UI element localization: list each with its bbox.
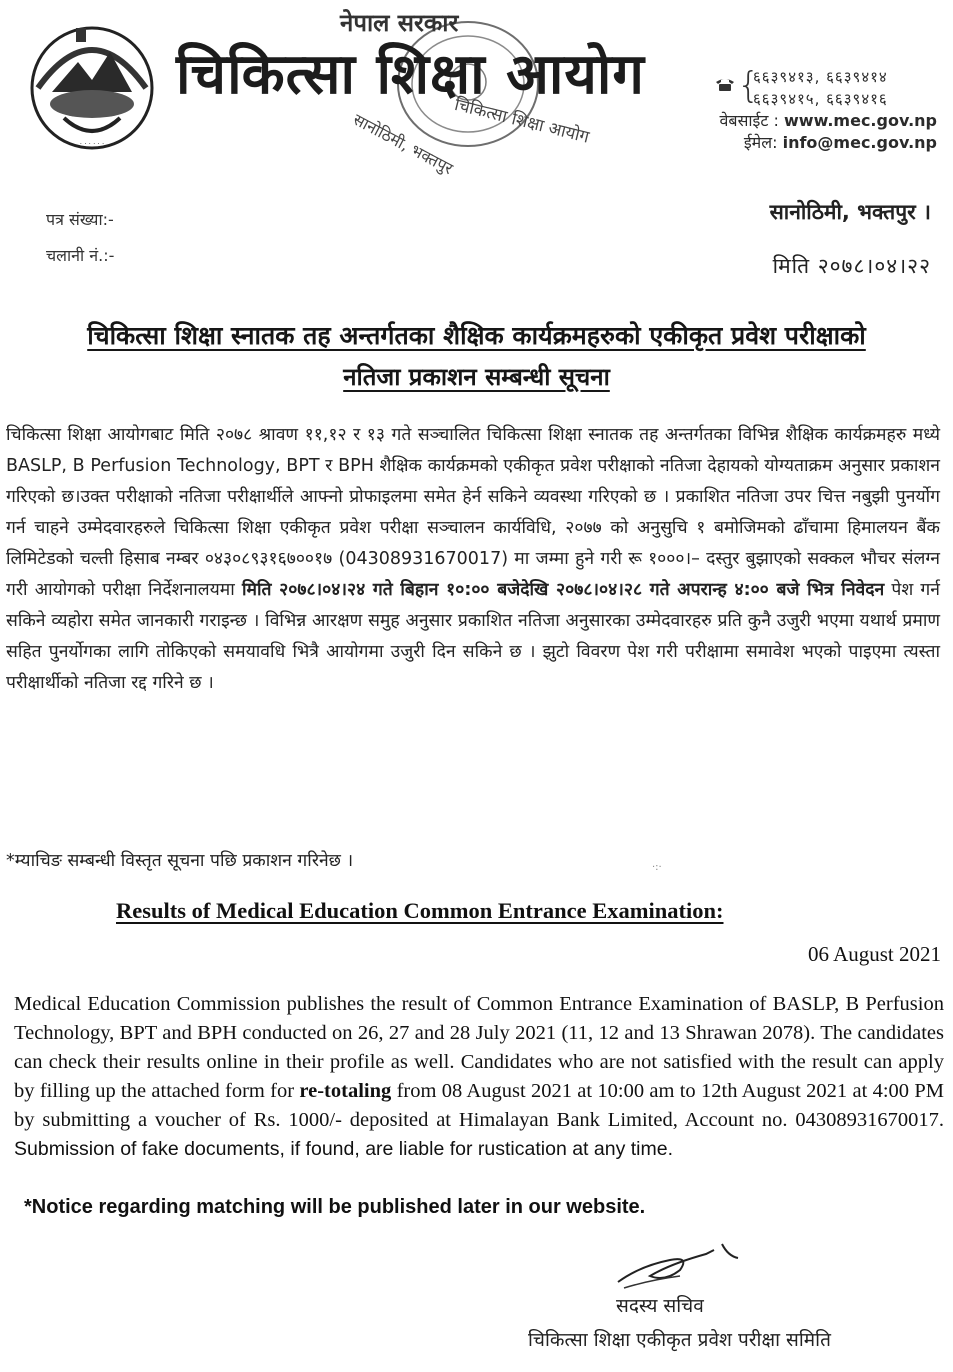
issuing-place: सानोठिमी, भक्तपुर ।	[769, 200, 931, 224]
notice-subject-line-1: चिकित्सा शिक्षा स्नातक तह अन्तर्गतका शैक्षिक कार्यक्रमहरुको एकीकृत प्रवेश परीक्षाको	[87, 321, 866, 350]
english-matching-note: *Notice regarding matching will be published later in our website.	[24, 1196, 646, 1218]
website-label: वेबसाईट :	[719, 111, 779, 130]
dispatch-number-label: चलानी नं.:-	[46, 246, 115, 265]
scan-mark: ·:·	[652, 862, 662, 873]
stamp-text-commission: चिकित्सा शिक्षा आयोग	[452, 94, 592, 148]
contact-block	[707, 66, 937, 154]
stamp-text-location: सानोठिमी, भक्तपुर	[350, 109, 457, 179]
issue-date: मिति २०७८।०४।२२	[772, 254, 931, 278]
phone-line-2: ६६३९४१५, ६६३९४१६	[753, 90, 888, 108]
website-link[interactable]: www.mec.gov.np	[784, 111, 937, 130]
signatory-title: सदस्य सचिव	[616, 1295, 704, 1317]
notice-subject-line-2: नतिजा प्रकाशन सम्बन्धी सूचना	[343, 363, 610, 391]
nepali-body-deadline: मिति २०७८।०४।२४ गते बिहान १०:०० बजेदेखि २०७८।०४।२८ गते अपरान्ह ४:०० बजे भित्र निवेदन	[241, 580, 885, 600]
reference-numbers	[46, 202, 114, 274]
commission-title: चिकित्सा शिक्षा आयोग	[176, 42, 645, 107]
nepali-matching-note: *म्याचिङ सम्बन्धी विस्तृत सूचना पछि प्रकाशन गरिनेछ ।	[6, 851, 354, 871]
signatory-organization: चिकित्सा शिक्षा एकीकृत प्रवेश परीक्षा समिति	[528, 1329, 831, 1351]
government-emblem-logo	[18, 22, 166, 152]
email-link[interactable]: info@mec.gov.np	[782, 133, 937, 152]
english-notice-date: 06 August 2021	[807, 942, 941, 966]
svg-text:· · · · · ·: · · · · · ·	[79, 140, 105, 148]
english-notice-body	[14, 990, 944, 1164]
english-notice-title: Results of Medical Education Common Entrance Examination:	[116, 898, 724, 923]
website-line	[707, 110, 937, 132]
nepali-notice-body	[6, 420, 940, 699]
phone-numbers	[753, 66, 888, 110]
email-line	[707, 132, 937, 154]
english-body-part-a: Medical Education Commission publishes the result of Common Entrance Examination of BASLP, B Perfusion Technology, BPT and BPH conducted on 26, 27 and 28 July 2021 (11, 12 and 13 Shrawan 2078). The candidates can check their results online in their profile as well. Candidates who are not satisfied with the result can apply by filling up the attached form for	[14, 993, 944, 1102]
english-body-part-b: from 08 August 2021 at 10:00 am to 12th August 2021 at 4:00 PM by submitting a voucher of Rs. 1000/- deposited at Himalayan Bank Limited, Account no. 04308931670017.	[14, 1080, 944, 1131]
nepali-body-part-1: चिकित्सा शिक्षा आयोगबाट मिति २०७८ श्रावण ११,१२ र १३ गते सञ्चालित चिकित्सा शिक्षा स्नातक तह अन्तर्गतका विभिन्न शैक्षिक कार्यक्रमहरु मध्ये BASLP, B Perfusion Technology, BPT र BPH शैक्षिक कार्यक्रमको एकीकृत प्रवेश परीक्षाको नतिजा देहायको योग्यताक्रम अनुसार प्रकाशन गरिएको छ।उक्त परीक्षाको नतिजा परीक्षार्थीले आफ्नो प्रोफाइलमा समेत हेर्न सकिने व्यवस्था गरिएको छ । प्रकाशित नतिजा उपर चित्त नबुझी पुनर्योग गर्न चाहने उम्मेदवारहरुले चिकित्सा शिक्षा एकीकृत प्रवेश परीक्षा सञ्चालन कार्यविधि, २०७७ को अनुसुचि १ बमोजिमको ढाँचामा हिमालयन बैंक लिमिटेडको चल्ती हिसाब नम्बर ०४३०८९३१६७००१७ (04308931670017) मा जम्मा हुने गरी रू १०००।– दस्तुर बुझाएको सक्कल भौचर संलग्न गरी आयोगको परीक्षा निर्देशनालयमा	[6, 425, 940, 600]
handwritten-signature	[610, 1236, 750, 1296]
phone-row	[707, 66, 937, 110]
stamp-text-government: नेपाल सरकार	[340, 9, 459, 37]
nepali-body-part-2: पेश गर्न सकिने व्यहोरा समेत जानकारी गराइन्छ । विभिन्न आरक्षण समुह अनुसार प्रकाशित नतिजा अनुसारका उम्मेदवारहरु प्रति कुनै उजुरी भएमा यथार्थ प्रमाण सहित पुनर्योगका लागि तोकिएको समयावधि भित्रै आयोगमा उजुरी दिन सकिने छ । झुटो विवरण पेश गरी परीक्षामा समावेश भएको पाइएमा त्यस्ता परीक्षार्थीको नतिजा रद्द गरिने छ ।	[6, 580, 940, 693]
english-body-retotaling: re-totaling	[299, 1080, 392, 1102]
english-body-part-c: Submission of fake documents, if found, are liable for rustication at any time.	[14, 1138, 674, 1160]
phone-line-1: ६६३९४१३, ६६३९४१४	[753, 68, 888, 86]
phone-brace: {	[737, 65, 760, 106]
email-label: ईमेल:	[743, 133, 778, 152]
letter-number-label: पत्र संख्या:-	[46, 210, 114, 229]
telephone-icon	[715, 76, 735, 92]
